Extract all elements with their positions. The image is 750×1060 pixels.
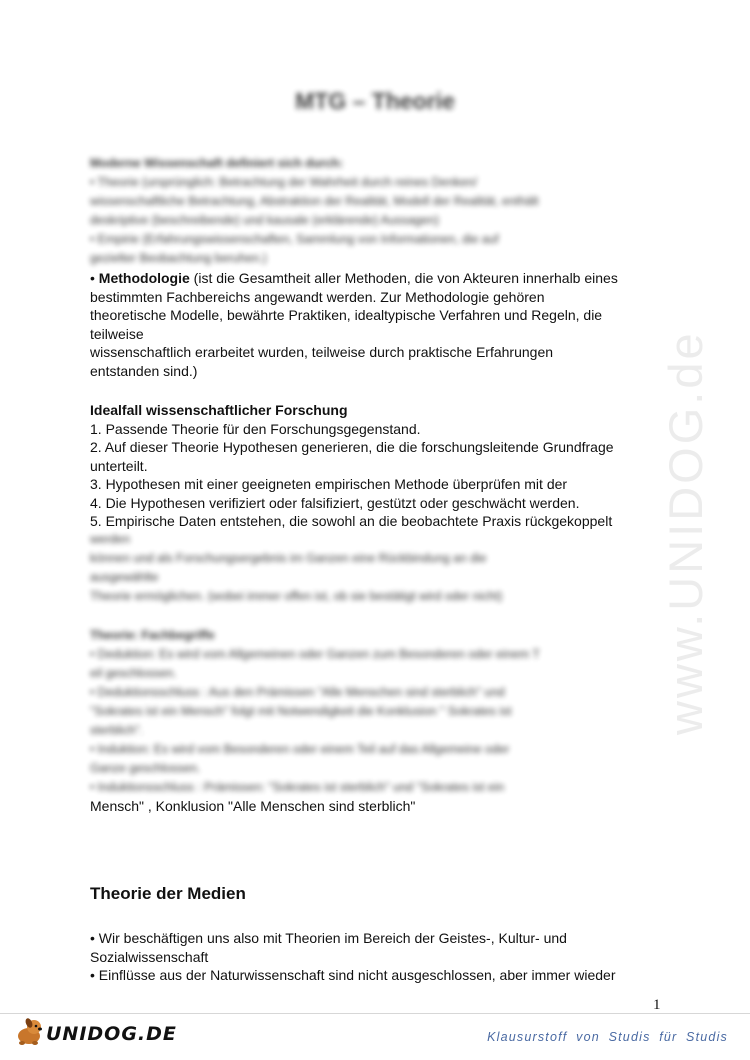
blurred-line: werden [90, 532, 130, 546]
blurred-line: wissenschaftliche Betrachtung, Abstraktion der Realität, Modell der Realität, enthält [90, 194, 539, 208]
section-heading: Idealfall wissenschaftlicher Forschung [90, 402, 348, 418]
page-number: 1 [653, 997, 661, 1013]
blurred-line: "Sokrates ist ein Mensch" folgt mit Notwendigkeit die Konklusion " Sokrates ist [90, 704, 512, 718]
unidog-logo[interactable] [12, 1014, 177, 1053]
text-line: 1. Passende Theorie für den Forschungsgegenstand. [90, 420, 421, 437]
text-line: bestimmten Fachbereichs angewandt werden. Zur Methodologie gehören [90, 288, 545, 305]
page-title: MTG – Theorie [295, 88, 455, 114]
blurred-line: eil geschlossen. [90, 666, 177, 680]
section-medien [90, 929, 690, 985]
section-heading: Moderne Wissenschaft definiert sich durch: [90, 156, 344, 170]
section-fachbegriffe [90, 626, 670, 797]
section-heading: Theorie: Fachbegriffe [90, 628, 215, 642]
section-modern-science [90, 154, 670, 268]
blurred-line: können und als Forschungsergebnis im Ganzen eine Rückbindung an die [90, 551, 487, 565]
blurred-line: Ganze geschlossen. [90, 761, 201, 775]
section-ideal-research-blurred [90, 530, 670, 606]
blurred-line: sterblich". [90, 723, 144, 737]
blurred-line: • Theorie (ursprünglich: Betrachtung der Wahrheit durch reines Denken/ [90, 175, 478, 189]
text-line: unterteilt. [90, 457, 148, 474]
text-line: 5. Empirische Daten entstehen, die sowohl an die beobachtete Praxis rückgekoppelt [90, 513, 613, 529]
dog-icon [12, 1014, 46, 1053]
text-line: 3. Hypothesen mit einer geeigneten empirischen Methode überprüfen mit der [90, 476, 568, 492]
text-line: 4. Die Hypothesen verifiziert oder falsifiziert, gestützt oder geschwächt werden. [90, 494, 580, 511]
methodologie-text: (ist die Gesamtheit aller Methoden, die von Akteuren innerhalb eines [189, 270, 618, 286]
blurred-line: • Induktionsschluss : Prämissen: "Sokrates ist sterblich" und "Sokrates ist ein [90, 780, 505, 794]
section-fachbegriffe-last [90, 797, 670, 816]
blurred-line: • Empirie (Erfahrungswissenschaften, Sammlung von Informationen, die auf [90, 232, 499, 246]
blurred-line: gezielter Beobachtung beruhen.) [90, 251, 267, 265]
text-line: Mensch" , Konklusion "Alle Menschen sind sterblich" [90, 798, 416, 814]
section-methodologie [90, 269, 670, 380]
text-line: 2. Auf dieser Theorie Hypothesen generieren, die die forschungsleitende Grundfrage [90, 439, 614, 455]
logo-text: UNIDOG.DE [46, 1022, 177, 1045]
section-heading-medien: Theorie der Medien [90, 884, 246, 903]
section-ideal-research [90, 401, 670, 531]
text-line: • Einflüsse aus der Naturwissenschaft sind nicht ausgeschlossen, aber immer wieder [90, 967, 616, 983]
blurred-line: • Deduktion: Es wird vom Allgemeinen oder Ganzen zum Besonderen oder einem T [90, 647, 540, 661]
blurred-line: Theorie ermöglichen. (wobei immer offen ist, ob sie bestätigt wird oder nicht) [90, 589, 503, 603]
text-line: theoretische Modelle, bewährte Praktiken, idealtypische Verfahren und Regeln, die [90, 307, 603, 323]
watermark: www.UNIDOG.de [659, 330, 712, 735]
text-line: teilweise [90, 325, 144, 342]
text-line: wissenschaftlich erarbeitet wurden, teilweise durch praktische Erfahrungen [90, 344, 554, 360]
blurred-line: • Induktion: Es wird vom Besonderen oder einem Teil auf das Allgemeine oder [90, 742, 510, 756]
methodologie-term: Methodologie [98, 270, 190, 286]
text-line: • Wir beschäftigen uns also mit Theorien im Bereich der Geistes-, Kultur- und [90, 930, 567, 946]
footer-tagline: Klausurstoff von Studis für Studis [487, 1030, 728, 1044]
text-line: entstanden sind.) [90, 362, 198, 379]
blurred-line: deskriptive (beschreibende) und kausale (erklärende) Aussagen) [90, 213, 439, 227]
text-line: Sozialwissenschaft [90, 948, 209, 965]
blurred-line: • Deduktionsschluss : Aus den Prämissen "Alle Menschen sind sterblich" und [90, 685, 505, 699]
blurred-line: ausgewählte [90, 570, 159, 584]
methodologie-line: • Methodologie (ist die Gesamtheit aller Methoden, die von Akteuren innerhalb eines [90, 270, 618, 286]
